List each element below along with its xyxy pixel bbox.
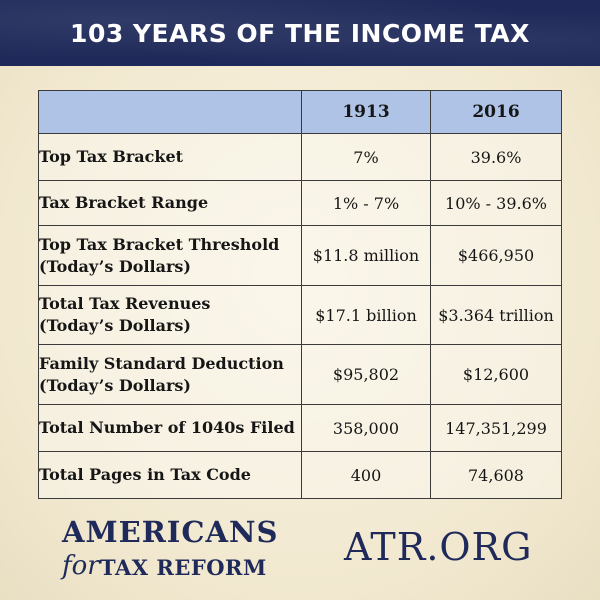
value-1913: $17.1 billion [302, 286, 431, 345]
row-label [39, 345, 302, 405]
row-label-line1: Tax Bracket Range [39, 193, 209, 212]
header-cell-2016: 2016 [431, 91, 562, 134]
table-row [39, 452, 562, 499]
header-cell-empty [39, 91, 302, 134]
value-2016: 74,608 [431, 452, 562, 499]
value-2016: $3.364 trillion [431, 286, 562, 345]
value-1913: 400 [302, 452, 431, 499]
table-row [39, 286, 562, 345]
income-tax-table [38, 90, 562, 499]
table-row [39, 405, 562, 452]
value-2016: 39.6% [431, 134, 562, 181]
header-cell-1913: 1913 [302, 91, 431, 134]
table-row [39, 345, 562, 405]
value-1913: $11.8 million [302, 226, 431, 286]
row-label-line1: Total Number of 1040s Filed [39, 418, 295, 437]
row-label [39, 286, 302, 345]
row-label-line2: (Today’s Dollars) [39, 316, 191, 335]
title-banner [0, 0, 600, 66]
table-header-row [39, 91, 562, 134]
row-label-line1: Total Pages in Tax Code [39, 465, 251, 484]
row-label-line1: Top Tax Bracket [39, 147, 184, 166]
value-1913: $95,802 [302, 345, 431, 405]
row-label [39, 181, 302, 226]
logo-for: for [62, 551, 100, 581]
row-label-line2: (Today’s Dollars) [39, 375, 191, 395]
row-label [39, 405, 302, 452]
row-label-line2: (Today’s Dollars) [39, 256, 191, 276]
row-label-line1: Family Standard Deduction [39, 353, 284, 373]
row-label [39, 452, 302, 499]
logo-line-americans: AMERICANS [62, 515, 279, 549]
logo-line-tax-reform: TAX REFORM [100, 555, 267, 580]
value-2016: 10% - 39.6% [431, 181, 562, 226]
value-1913: 358,000 [302, 405, 431, 452]
atr-logo [62, 515, 318, 587]
table-row [39, 181, 562, 226]
row-label-line1: Total Tax Revenues [39, 294, 211, 313]
row-label-line1: Top Tax Bracket Threshold [39, 234, 280, 254]
row-label [39, 226, 302, 286]
table-row [39, 226, 562, 286]
page-title: 103 YEARS OF THE INCOME TAX [70, 18, 530, 48]
value-2016: 147,351,299 [431, 405, 562, 452]
value-2016: $466,950 [431, 226, 562, 286]
value-1913: 1% - 7% [302, 181, 431, 226]
website-url: ATR.ORG [344, 525, 533, 569]
row-label [39, 134, 302, 181]
value-1913: 7% [302, 134, 431, 181]
table-row [39, 134, 562, 181]
value-2016: $12,600 [431, 345, 562, 405]
